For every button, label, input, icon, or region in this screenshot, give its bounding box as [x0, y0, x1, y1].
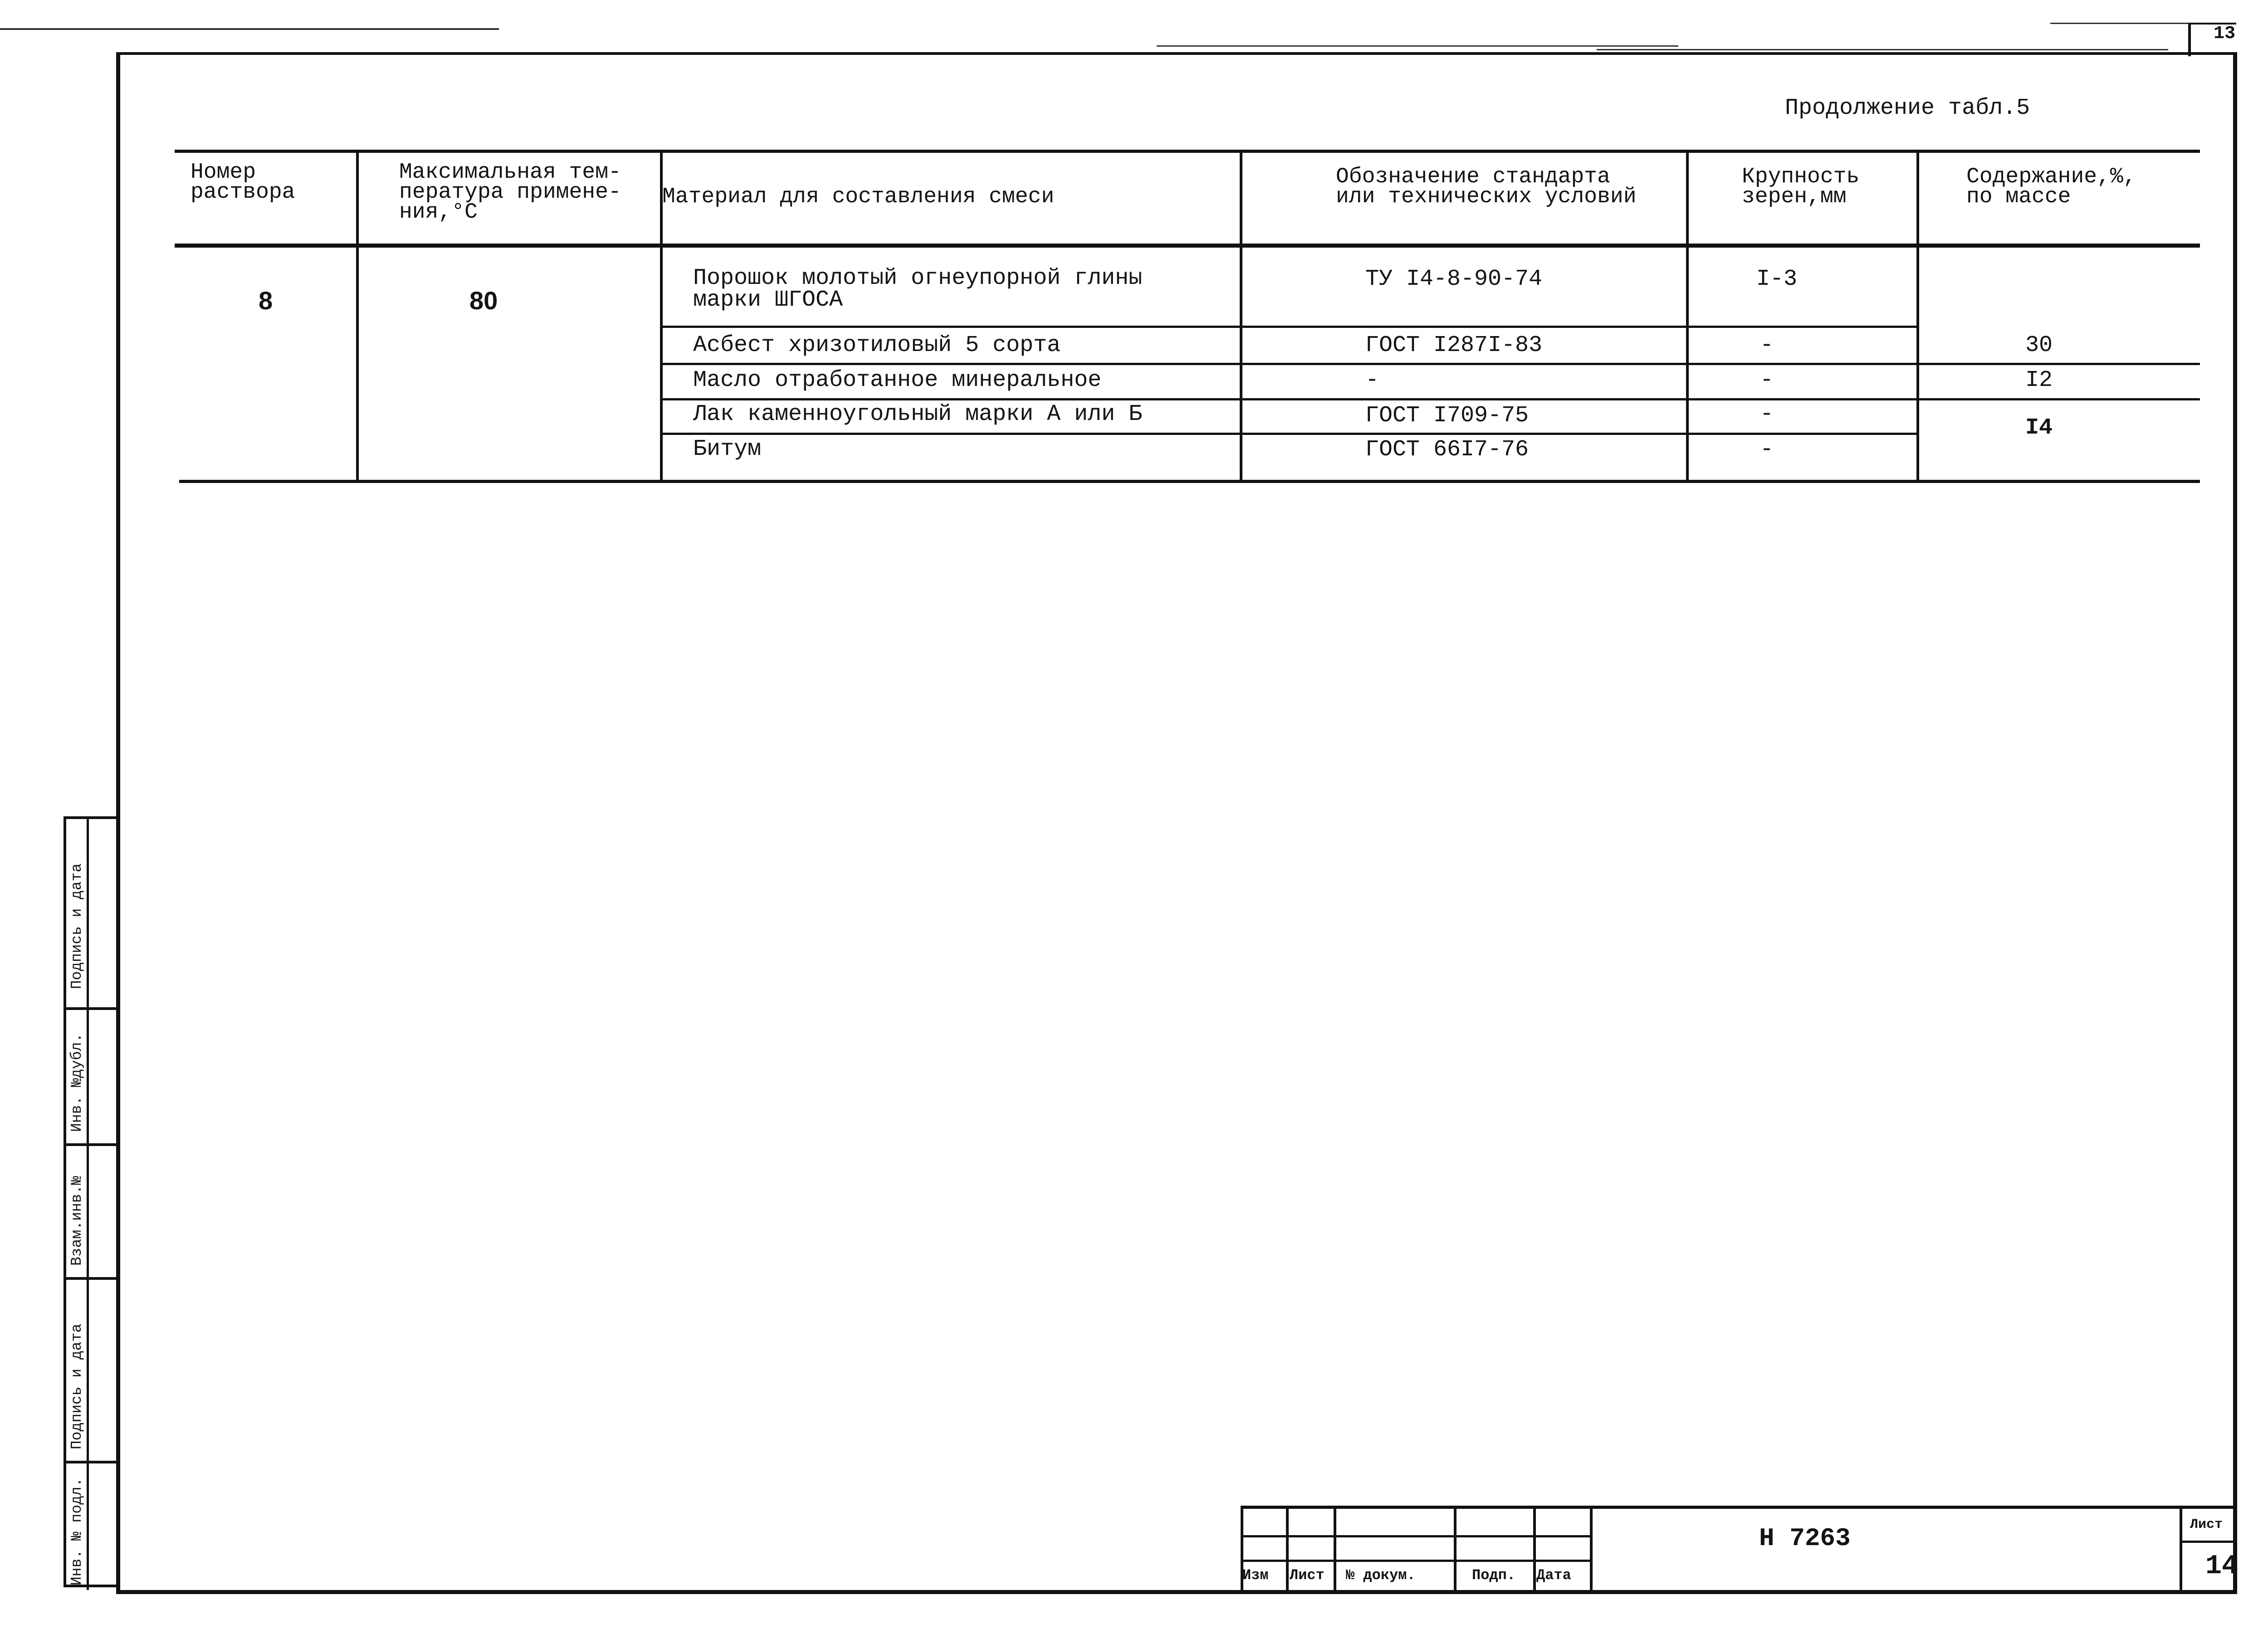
column-sheet: Лист: [1290, 1567, 1325, 1584]
column-divider: [1686, 150, 1689, 482]
document-code: Н 7263: [1759, 1524, 1851, 1553]
header-content: Содержание,%, по массе: [1966, 165, 2136, 209]
strip-inner-line: [87, 819, 89, 1590]
column-signature: Подп.: [1472, 1567, 1516, 1584]
sheet-label: Лист: [2190, 1517, 2223, 1532]
header-max-temperature: Максимальная тем- пература примене- ния,°С: [399, 160, 621, 224]
strip-divider: [66, 1007, 119, 1010]
row-divider: [661, 398, 2200, 400]
column-date: Дата: [1536, 1567, 1571, 1584]
standard-cell: ГОСТ I709-75: [1365, 403, 1529, 429]
title-block-divider: [1533, 1509, 1536, 1593]
title-block-row-line: [1241, 1560, 1590, 1562]
header-bottom-border: [175, 244, 2200, 248]
standard-cell: -: [1365, 367, 1379, 393]
material-cell: Порошок молотый огнеупорной глины марки ШГОСА: [693, 265, 1143, 313]
column-divider: [356, 150, 359, 482]
strip-divider: [66, 1461, 119, 1463]
standard-cell: ГОСТ 66I7-76: [1365, 437, 1529, 463]
column-divider: [1916, 150, 1919, 482]
standard-cell: ГОСТ I287I-83: [1365, 332, 1543, 358]
title-block-divider: [1590, 1509, 1593, 1593]
header-grain-size: Крупность зерен,мм: [1742, 165, 1860, 209]
top-edge-mark: [1157, 45, 1678, 47]
title-block-divider: [1454, 1509, 1457, 1593]
standard-cell: ТУ I4-8-90-74: [1365, 266, 1543, 292]
table-top-border: [175, 150, 2200, 153]
corner-page-number: 13: [2214, 24, 2236, 44]
content-value: 30: [2025, 332, 2053, 358]
top-edge-mark: [1597, 49, 2168, 50]
solution-number: 8: [259, 286, 273, 315]
column-divider: [1240, 150, 1242, 482]
grain-cell: -: [1760, 401, 1774, 427]
material-cell: Масло отработанное минеральное: [693, 367, 1102, 393]
material-cell: Лак каменноугольный марки А или Б: [693, 401, 1143, 427]
strip-label-replace-inv: Взам.инв.№: [68, 1176, 85, 1266]
title-block-divider: [1286, 1509, 1289, 1593]
table-bottom-border: [179, 480, 2200, 483]
top-edge-mark: [0, 28, 499, 30]
grain-cell: -: [1760, 437, 1774, 463]
strip-divider: [66, 1277, 119, 1280]
header-material: Материал для составления смеси: [662, 185, 1055, 209]
top-edge-mark: [2050, 23, 2195, 24]
title-block-divider: [1334, 1509, 1336, 1593]
title-block: [1241, 1506, 2237, 1590]
max-temperature-value: 80: [469, 286, 498, 315]
row-divider: [661, 433, 1918, 435]
title-block-row-line: [1241, 1535, 1590, 1537]
content-value: I2: [2025, 367, 2053, 393]
title-block-divider: [2180, 1509, 2182, 1593]
title-block-row-line: [2180, 1541, 2237, 1543]
strip-label-signature-date-2: Подпись и дата: [68, 1323, 85, 1449]
grain-cell: -: [1760, 332, 1774, 358]
strip-label-duplicate-inv: Инв. №дубл.: [68, 1033, 85, 1132]
header-standard: Обозначение стандарта или технических условий: [1336, 165, 1637, 209]
header-solution-number: Номер раствора: [191, 160, 295, 205]
column-change: Изм: [1242, 1567, 1269, 1584]
binding-strip: [64, 816, 116, 1587]
grain-cell: -: [1760, 367, 1774, 393]
strip-label-original-inv: Инв. № подл.: [68, 1478, 85, 1585]
column-document-number: № докум.: [1346, 1567, 1416, 1584]
material-cell: Битум: [693, 436, 762, 462]
material-cell: Асбест хризотиловый 5 сорта: [693, 332, 1061, 358]
table-caption: Продолжение табл.5: [1785, 95, 2030, 121]
grain-cell: I-3: [1756, 266, 1798, 292]
content-value: I4: [2025, 415, 2053, 441]
row-divider: [661, 363, 2200, 365]
strip-label-signature-date: Подпись и дата: [68, 863, 85, 989]
strip-divider: [66, 1143, 119, 1146]
sheet-number: 14: [2205, 1551, 2239, 1582]
row-divider: [661, 326, 1918, 328]
